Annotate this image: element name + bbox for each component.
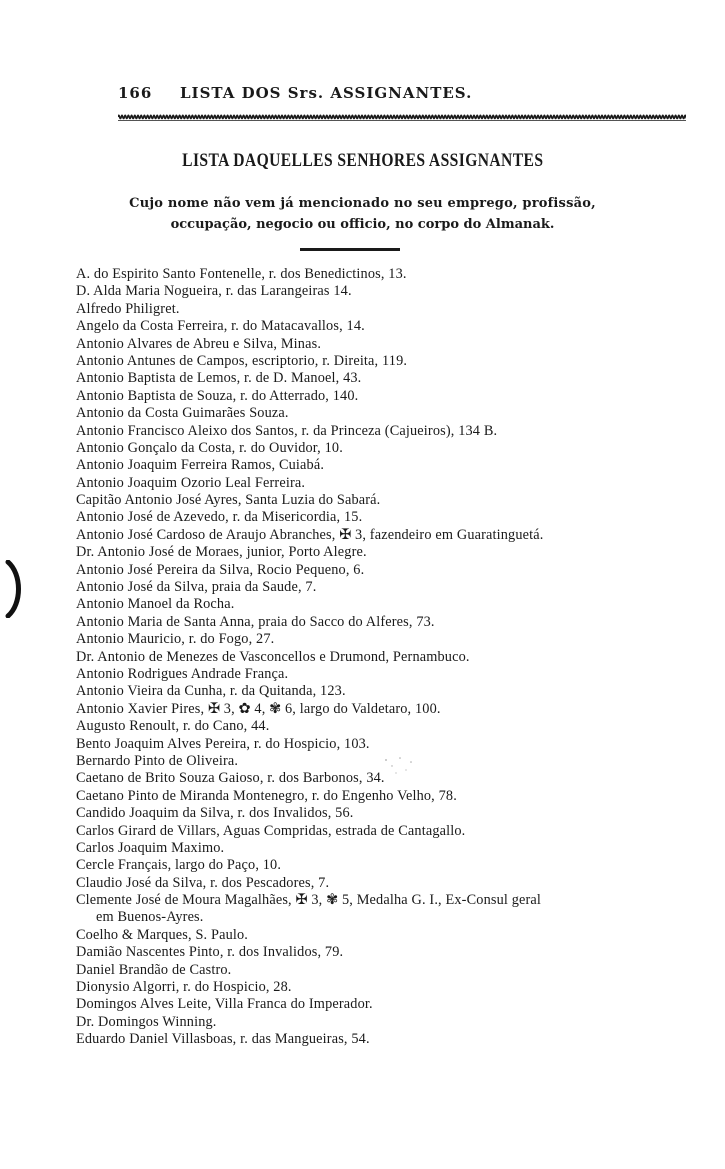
running-head: [118, 84, 678, 108]
subscriber-entry: Antonio Xavier Pires, ✠ 3, ✿ 4, ✾ 6, largo do Valdetaro, 100.: [76, 700, 441, 717]
subscriber-entry: Antonio Baptista de Souza, r. do Atterrado, 140.: [76, 387, 359, 404]
subscriber-entry: Clemente José de Moura Magalhães, ✠ 3, ✾ 5, Medalha G. I., Ex-Consul geral: [76, 892, 542, 909]
subscriber-entry: Antonio Maria de Santa Anna, praia do Sacco do Alferes, 73.: [76, 613, 435, 630]
subscriber-entry: Augusto Renoult, r. do Cano, 44.: [76, 718, 270, 735]
subscriber-entry: Dr. Antonio de Menezes de Vasconcellos e Drumond, Pernambuco.: [76, 648, 470, 665]
subscriber-entry: Antonio da Costa Guimarães Souza.: [76, 405, 289, 422]
subscriber-entry: Antonio Joaquim Ferreira Ramos, Cuiabá.: [76, 457, 325, 474]
subscriber-entry-continuation: em Buenos-Ayres.: [96, 909, 204, 926]
subscriber-entry: Antonio Rodrigues Andrade França.: [76, 665, 289, 682]
subscriber-entry: Antonio Francisco Aleixo dos Santos, r. da Princeza (Cajueiros), 134 B.: [76, 422, 498, 439]
subscriber-entry: Cercle Français, largo do Paço, 10.: [76, 857, 282, 874]
subscriber-entry: Bento Joaquim Alves Pereira, r. do Hospicio, 103.: [76, 735, 370, 752]
subscriber-entry: Angelo da Costa Ferreira, r. do Matacavallos, 14.: [76, 318, 365, 335]
subscriber-entry: Antonio Joaquim Ozorio Leal Ferreira.: [76, 474, 306, 491]
subscriber-entry: Antonio Vieira da Cunha, r. da Quitanda, 123.: [76, 683, 346, 700]
subscriber-entry: Antonio Antunes de Campos, escriptorio, r. Direita, 119.: [76, 352, 408, 369]
subscriber-entry: Caetano Pinto de Miranda Montenegro, r. do Engenho Velho, 78.: [76, 787, 457, 804]
subscriber-entry: Caetano de Brito Souza Gaioso, r. dos Barbonos, 34.: [76, 770, 385, 787]
subscriber-entry: Capitão Antonio José Ayres, Santa Luzia do Sabará.: [76, 492, 381, 509]
subscriber-entry: Antonio Alvares de Abreu e Silva, Minas.: [76, 335, 322, 352]
subscriber-entry: Candido Joaquim da Silva, r. dos Invalidos, 56.: [76, 805, 354, 822]
subscriber-entry: Antonio José Pereira da Silva, Rocio Pequeno, 6.: [76, 561, 365, 578]
subscriber-entry: Carlos Joaquim Maximo.: [76, 839, 225, 856]
subscriber-entry: Claudio José da Silva, r. dos Pescadores, 7.: [76, 874, 330, 891]
short-rule-divider: [300, 248, 400, 251]
subscriber-entry: Bernardo Pinto de Oliveira.: [76, 752, 239, 769]
subscriber-entry: Antonio Baptista de Lemos, r. de D. Manoel, 43.: [76, 370, 362, 387]
subscriber-entry: Dionysio Algorri, r. do Hospicio, 28.: [76, 979, 292, 996]
subscriber-list: [76, 266, 716, 1049]
subscriber-entry: Damião Nascentes Pinto, r. dos Invalidos, 79.: [76, 944, 344, 961]
subscriber-entry: Alfredo Philigret.: [76, 300, 180, 317]
subscriber-entry: Antonio José Cardoso de Araujo Abranches, ✠ 3, fazendeiro em Guaratinguetá.: [76, 526, 544, 543]
subscriber-entry: Coelho & Marques, S. Paulo.: [76, 926, 249, 943]
paper-speck: [380, 752, 418, 778]
binding-bracket-mark: [4, 560, 26, 618]
section-title: LISTA DAQUELLES SENHORES ASSIGNANTES: [182, 150, 544, 171]
subscriber-entry: Domingos Alves Leite, Villa Franca do Imperador.: [76, 996, 373, 1013]
subscriber-entry: Antonio Gonçalo da Costa, r. do Ouvidor, 10.: [76, 439, 343, 456]
section-subtitle-line-1: Cujo nome não vem já mencionado no seu emprego, profissão,: [129, 196, 596, 211]
subscriber-entry: Antonio José de Azevedo, r. da Misericordia, 15.: [76, 509, 363, 526]
subscriber-entry: A. do Espirito Santo Fontenelle, r. dos Benedictinos, 13.: [76, 266, 407, 282]
subscriber-entry: Antonio Manoel da Rocha.: [76, 596, 235, 613]
subscriber-entry: Antonio Mauricio, r. do Fogo, 27.: [76, 631, 275, 648]
wavy-rule-divider: [118, 112, 686, 122]
subscriber-entry: Daniel Brandão de Castro.: [76, 961, 232, 978]
subscriber-entry: Carlos Girard de Villars, Aguas Compridas, estrada de Cantagallo.: [76, 822, 466, 839]
subscriber-entry: Dr. Antonio José de Moraes, junior, Porto Alegre.: [76, 544, 367, 561]
subscriber-entry: D. Alda Maria Nogueira, r. das Larangeiras 14.: [76, 283, 352, 300]
subscriber-entry: Dr. Domingos Winning.: [76, 1013, 217, 1030]
section-subtitle-line-2: occupação, negocio ou officio, no corpo do Almanak.: [170, 217, 555, 232]
page-number: 166: [118, 84, 153, 102]
running-title: LISTA DOS Srs. ASSIGNANTES.: [180, 84, 473, 102]
subscriber-entry: Eduardo Daniel Villasboas, r. das Mangueiras, 54.: [76, 1031, 370, 1048]
subscriber-entry: Antonio José da Silva, praia da Saude, 7.: [76, 579, 317, 596]
